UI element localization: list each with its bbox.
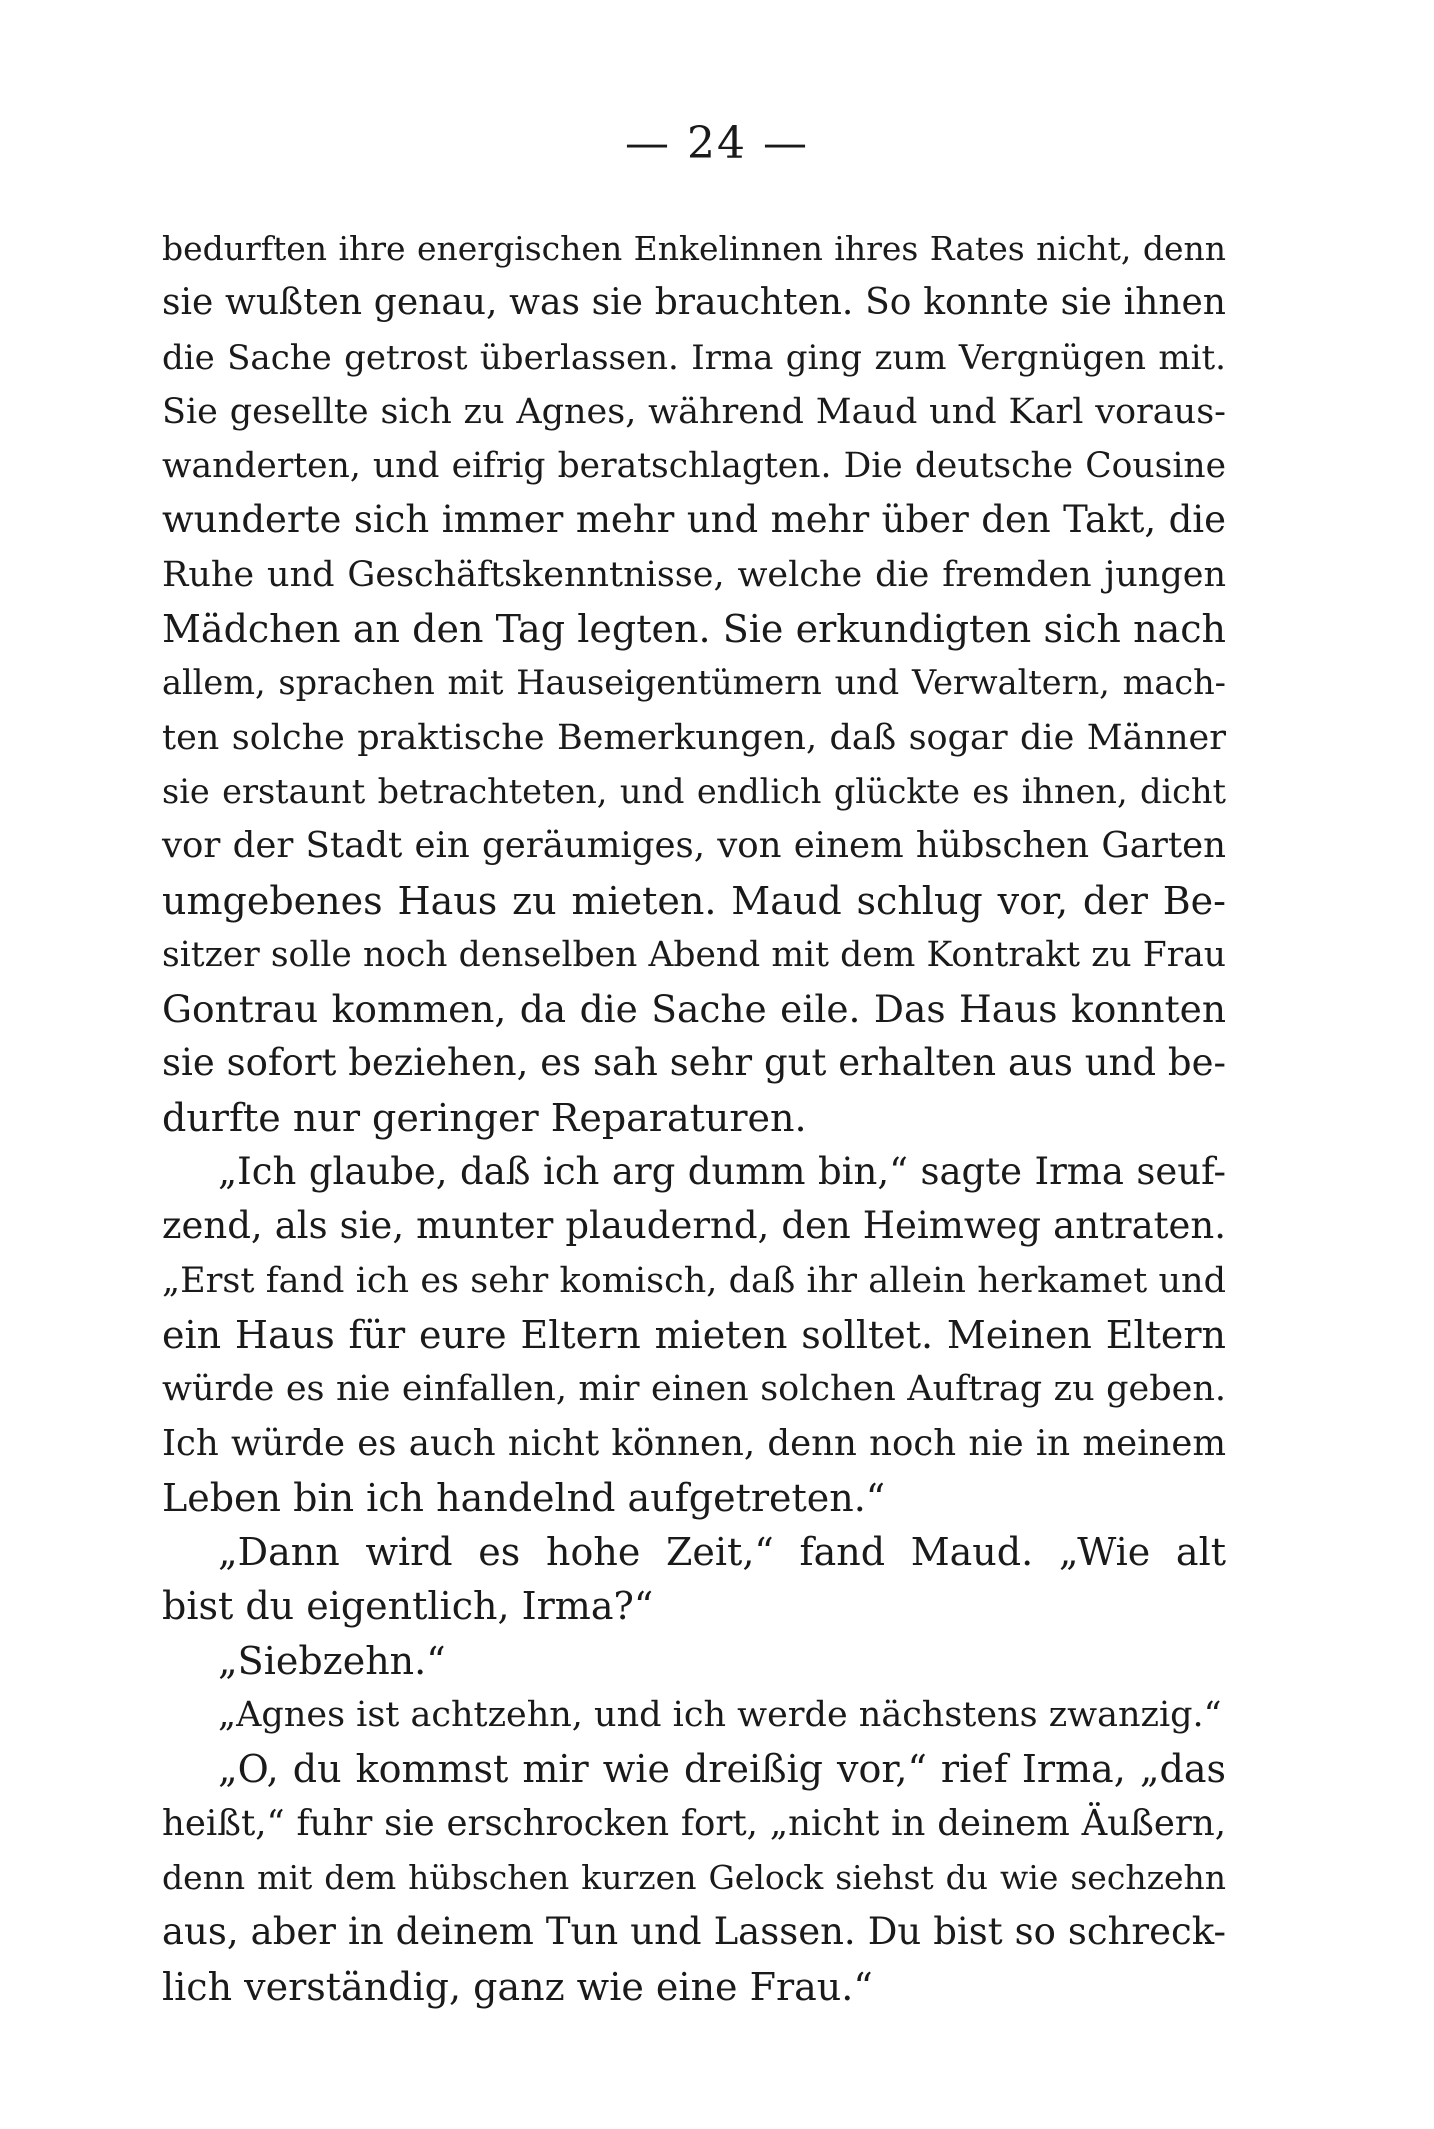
text-line: Mädchen an den Tag legten. Sie erkundigten sich nach [162, 607, 1226, 652]
text-line: denn mit dem hübschen kurzen Gelock siehst du wie sechzehn [162, 1857, 1226, 1897]
text-line: vor der Stadt ein geräumiges, von einem hübschen Garten [162, 825, 1226, 867]
text-line: Ruhe und Geschäftskenntnisse, welche die fremden jungen [162, 554, 1226, 595]
text-line: Ich würde es auch nicht können, denn noch nie in meinem [162, 1422, 1226, 1464]
text-line: umgebenes Haus zu mieten. Maud schlug vor, der Be- [162, 878, 1226, 923]
text-line: „Dann wird es hohe Zeit,“ fand Maud. „Wie alt [218, 1530, 1226, 1575]
text-line: heißt,“ fuhr sie erschrocken fort, „nicht in deinem Äußern, [162, 1802, 1226, 1844]
body-text [162, 222, 1226, 2014]
text-line: Leben bin ich handelnd aufgetreten.“ [162, 1475, 886, 1520]
text-line: „O, du kommst mir wie dreißig vor,“ rief Irma, „das [218, 1747, 1226, 1792]
text-line: „Agnes ist achtzehn, und ich werde nächstens zwanzig.“ [218, 1695, 1222, 1736]
text-line: ein Haus für eure Eltern mieten solltet. Meinen Eltern [162, 1312, 1226, 1357]
text-line: sitzer solle noch denselben Abend mit dem Kontrakt zu Frau [162, 934, 1226, 975]
text-line: Sie gesellte sich zu Agnes, während Maud und Karl voraus- [162, 391, 1226, 432]
text-line: Gontrau kommen, da die Sache eile. Das Haus konnten [162, 987, 1226, 1032]
text-line: sie wußten genau, was sie brauchten. So konnte sie ihnen [162, 282, 1226, 324]
text-line: wanderten, und eifrig beratschlagten. Die deutsche Cousine [162, 446, 1226, 487]
page-number: — 24 — [625, 118, 809, 169]
text-line: sie sofort beziehen, es sah sehr gut erhalten aus und be- [162, 1041, 1226, 1085]
text-line: sie erstaunt betrachteten, und endlich glückte es ihnen, dicht [162, 771, 1226, 811]
text-line: bist du eigentlich, Irma?“ [162, 1584, 654, 1629]
text-line: zend, als sie, munter plaudernd, den Heimweg antraten. [162, 1204, 1226, 1248]
text-line: „Siebzehn.“ [218, 1638, 446, 1683]
text-line: allem, sprachen mit Hauseigentümern und Verwaltern, mach- [162, 663, 1226, 703]
text-line: lich verständig, ganz wie eine Frau.“ [162, 1964, 873, 2009]
text-line: ten solche praktische Bemerkungen, daß sogar die Männer [162, 717, 1226, 758]
text-line: wunderte sich immer mehr und mehr über den Takt, die [162, 498, 1226, 542]
text-line: „Erst fand ich es sehr komisch, daß ihr allein herkamet und [162, 1260, 1226, 1301]
text-line: durfte nur geringer Reparaturen. [162, 1095, 807, 1140]
text-line: würde es nie einfallen, mir einen solchen Auftrag zu geben. [162, 1369, 1226, 1410]
text-line: aus, aber in deinem Tun und Lassen. Du bist so schreck- [162, 1910, 1226, 1954]
text-line: bedurften ihre energischen Enkelinnen ihres Rates nicht, denn [162, 229, 1226, 268]
text-line: die Sache getrost überlassen. Irma ging zum Vergnügen mit. [162, 337, 1226, 378]
text-line: „Ich glaube, daß ich arg dumm bin,“ sagte Irma seuf- [218, 1150, 1226, 1194]
